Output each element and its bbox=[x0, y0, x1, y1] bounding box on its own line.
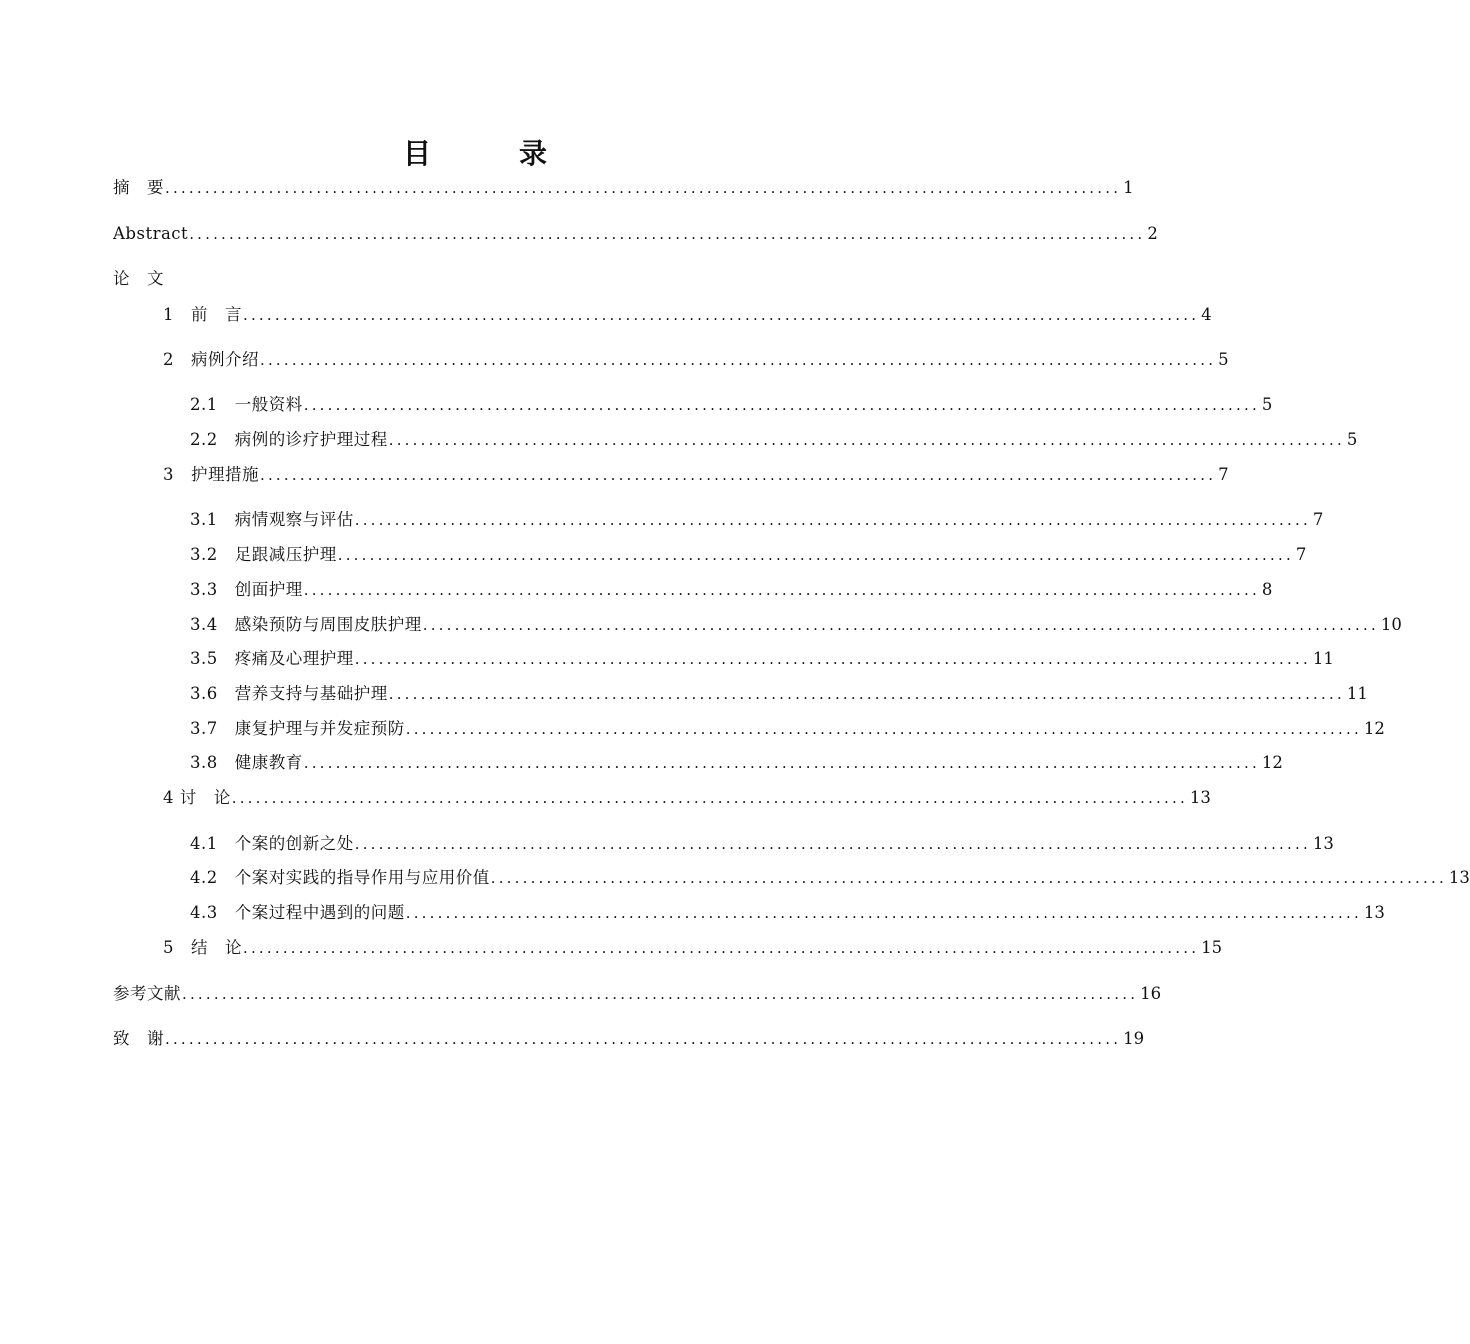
toc-entry[interactable] bbox=[113, 222, 1158, 246]
toc-entry-page: 11 bbox=[1312, 649, 1334, 668]
toc-leader-dots: ........................................................................................................................ bbox=[243, 306, 1200, 324]
toc-entry[interactable] bbox=[163, 936, 1223, 960]
toc-entry-text: 3.3 创面护理 bbox=[190, 580, 303, 599]
toc-entry[interactable] bbox=[190, 393, 1273, 417]
toc-entry[interactable] bbox=[190, 751, 1283, 775]
toc-leader-dots: ........................................................................................................................ bbox=[165, 179, 1122, 197]
toc-entry-text: 致 谢 bbox=[113, 1029, 164, 1048]
toc-entry-page: 4 bbox=[1201, 305, 1212, 324]
toc-leader-dots: ........................................................................................................................ bbox=[260, 351, 1217, 369]
toc-entry-page: 11 bbox=[1346, 684, 1368, 703]
toc-entry-text: 3.7 康复护理与并发症预防 bbox=[190, 719, 405, 738]
toc-entry-text: 3.5 疼痛及心理护理 bbox=[190, 649, 354, 668]
toc-entry-page: 12 bbox=[1261, 753, 1283, 772]
toc-entry[interactable] bbox=[190, 428, 1358, 452]
toc-entry-text: 论 文 bbox=[113, 269, 164, 288]
toc-leader-dots: ........................................................................................................................ bbox=[422, 616, 1379, 634]
toc-entry[interactable] bbox=[190, 647, 1334, 671]
toc-leader-dots: ........................................................................................................................ bbox=[337, 546, 1294, 564]
toc-entry-text: 1 前 言 bbox=[163, 305, 242, 324]
toc-entry-text: Abstract bbox=[113, 224, 189, 243]
toc-entry-text: 2.1 一般资料 bbox=[190, 395, 303, 414]
toc-entry[interactable] bbox=[113, 1027, 1145, 1051]
toc-entry-text: 2 病例介绍 bbox=[163, 350, 259, 369]
toc-entry-text: 3.6 营养支持与基础护理 bbox=[190, 684, 388, 703]
toc-entry[interactable] bbox=[190, 832, 1334, 856]
toc-entry[interactable] bbox=[190, 543, 1307, 567]
toc-entry-page: 13 bbox=[1448, 868, 1470, 887]
toc-entry[interactable] bbox=[163, 786, 1211, 810]
toc-entry[interactable] bbox=[190, 901, 1385, 925]
toc-entry-text: 4.1 个案的创新之处 bbox=[190, 834, 354, 853]
toc-entry-text: 摘 要 bbox=[113, 178, 164, 197]
toc-entry-page: 8 bbox=[1261, 580, 1273, 599]
toc-entry-page: 7 bbox=[1295, 545, 1307, 564]
toc-leader-dots: ........................................................................................................................ bbox=[354, 511, 1311, 529]
toc-leader-dots: ........................................................................................................................ bbox=[405, 720, 1362, 738]
toc-entry[interactable] bbox=[190, 613, 1402, 637]
toc-entry-page: 16 bbox=[1140, 984, 1162, 1003]
toc-entry-text: 3.8 健康教育 bbox=[190, 753, 303, 772]
toc-leader-dots: ........................................................................................................................ bbox=[388, 431, 1345, 449]
toc-entry[interactable] bbox=[190, 508, 1324, 532]
toc-entry-text: 4.3 个案过程中遇到的问题 bbox=[190, 903, 405, 922]
toc-entry-page: 5 bbox=[1218, 350, 1229, 369]
toc-entry[interactable] bbox=[113, 982, 1162, 1006]
toc-entry-text: 3 护理措施 bbox=[163, 465, 259, 484]
toc-entry-page: 13 bbox=[1363, 903, 1385, 922]
toc-leader-dots: ........................................................................................................................ bbox=[231, 789, 1188, 807]
toc-entry-page: 1 bbox=[1123, 178, 1134, 197]
toc-entry-page: 7 bbox=[1312, 510, 1324, 529]
toc-leader-dots: ........................................................................................................................ bbox=[303, 396, 1260, 414]
toc-entry[interactable] bbox=[190, 866, 1470, 890]
toc-entry[interactable] bbox=[113, 176, 1134, 200]
toc-title: 目 录 bbox=[402, 137, 577, 170]
toc-entry-text: 3.4 感染预防与周围皮肤护理 bbox=[190, 615, 422, 634]
toc-entry-page: 7 bbox=[1218, 465, 1229, 484]
toc-entry[interactable] bbox=[190, 717, 1385, 741]
toc-leader-dots: ........................................................................................................................ bbox=[405, 904, 1362, 922]
toc-leader-dots: ........................................................................................................................ bbox=[388, 685, 1345, 703]
toc-entry-text: 3.2 足跟减压护理 bbox=[190, 545, 337, 564]
toc-entry-page: 5 bbox=[1346, 430, 1358, 449]
toc-entry-page: 13 bbox=[1312, 834, 1334, 853]
toc-entry[interactable] bbox=[163, 463, 1229, 487]
toc-entry-page: 10 bbox=[1380, 615, 1402, 634]
toc-entry[interactable] bbox=[190, 682, 1368, 706]
toc-leader-dots: ........................................................................................................................ bbox=[260, 466, 1217, 484]
toc-leader-dots: ........................................................................................................................ bbox=[354, 835, 1311, 853]
toc-entry-text: 5 结 论 bbox=[163, 938, 242, 957]
toc-entry-page: 13 bbox=[1189, 788, 1211, 807]
toc-entry-text: 3.1 病情观察与评估 bbox=[190, 510, 354, 529]
toc-entry-text: 2.2 病例的诊疗护理过程 bbox=[190, 430, 388, 449]
toc-leader-dots: ........................................................................................................................ bbox=[165, 1030, 1122, 1048]
toc-entry-page: 19 bbox=[1123, 1029, 1145, 1048]
toc-entry-page: 5 bbox=[1261, 395, 1273, 414]
toc-leader-dots: ........................................................................................................................ bbox=[303, 581, 1260, 599]
toc-leader-dots: ........................................................................................................................ bbox=[490, 869, 1447, 887]
toc-entry-text: 4.2 个案对实践的指导作用与应用价值 bbox=[190, 868, 490, 887]
toc-entry[interactable] bbox=[163, 348, 1229, 372]
toc-leader-dots: ........................................................................................................................ bbox=[182, 985, 1139, 1003]
toc-entry-page: 15 bbox=[1201, 938, 1223, 957]
toc-entry[interactable] bbox=[163, 303, 1212, 327]
toc-leader-dots: ........................................................................................................................ bbox=[243, 939, 1200, 957]
toc-entry[interactable] bbox=[190, 578, 1273, 602]
toc-leader-dots: ........................................................................................................................ bbox=[354, 650, 1311, 668]
toc-entry-page: 12 bbox=[1363, 719, 1385, 738]
toc-section-heading bbox=[113, 267, 164, 291]
toc-leader-dots: ........................................................................................................................ bbox=[189, 225, 1146, 243]
toc-entry-page: 2 bbox=[1147, 224, 1158, 243]
toc-entry-text: 参考文献 bbox=[113, 984, 181, 1003]
toc-leader-dots: ........................................................................................................................ bbox=[303, 754, 1260, 772]
toc-entry-text: 4 讨 论 bbox=[163, 788, 231, 807]
